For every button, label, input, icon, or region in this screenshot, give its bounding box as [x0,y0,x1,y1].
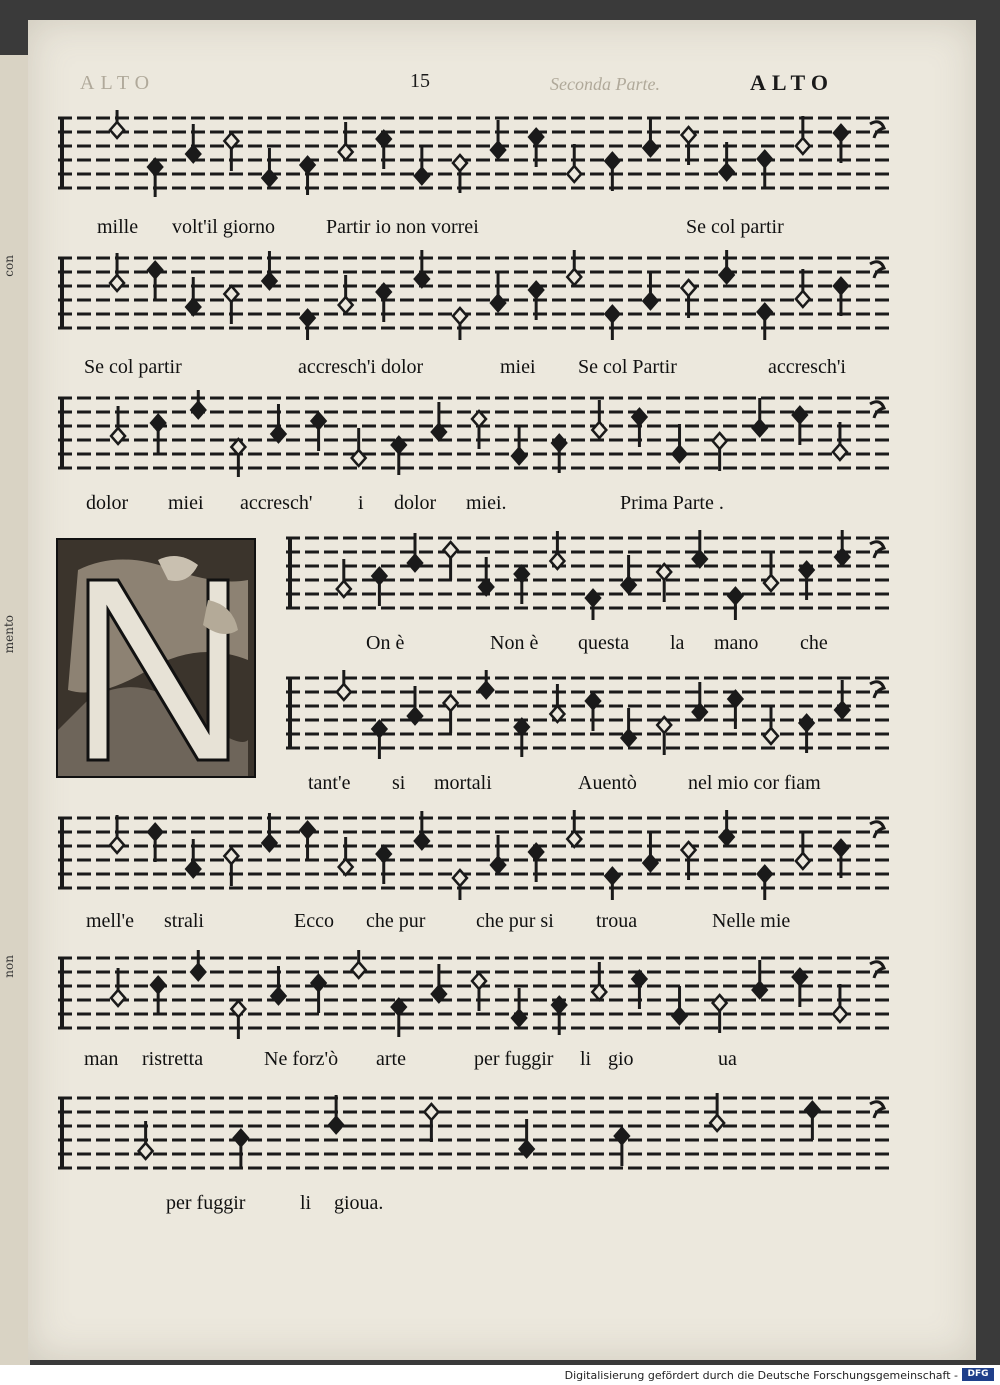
note-head [408,708,422,724]
lyric-word: per fuggir [166,1192,246,1214]
staff-6 [58,810,890,900]
note-head [753,420,767,436]
note-head [151,415,165,431]
staff-4 [286,530,890,620]
lyric-word: nel mio cor fiam [688,772,821,794]
note-head [415,168,429,184]
staff-2 [58,250,890,340]
lyric-word: li [580,1048,592,1070]
lyric-word: man [84,1048,119,1070]
custos [870,402,884,418]
lyric-word: Se col partir [84,356,182,378]
note-head [713,433,727,449]
note-head [271,988,285,1004]
lyric-word: che pur [366,910,426,932]
lyric-word: mortali [434,772,492,794]
lyric-word: mano [714,632,759,654]
note-head [800,562,814,578]
lyric-word: mille [97,216,139,238]
note-head [111,428,125,444]
note-head [796,291,810,307]
lyric-word: questa [578,632,630,654]
note-head [682,842,696,858]
note-head [758,866,772,882]
note-head [643,140,657,156]
note-head [552,435,566,451]
woodcut-picture [58,540,254,776]
custos [870,822,884,838]
note-head [151,977,165,993]
custos [870,682,884,698]
note-head [643,855,657,871]
note-head [444,695,458,711]
page-number: 15 [410,70,430,92]
lyric-word: Nelle mie [712,910,791,932]
note-head [622,730,636,746]
note-head [491,295,505,311]
lyric-word: accresch'i dolor [298,356,424,378]
staff-start-bar [60,118,64,188]
lyric-word: gio [608,1048,634,1070]
bleed-through-section-label: Seconda Parte. [550,74,660,94]
lyric-word: ristretta [142,1048,204,1070]
lyric-word: arte [376,1048,406,1070]
lyric-word: volt'il giorno [172,216,276,238]
note-head [234,1130,248,1146]
note-head [793,407,807,423]
note-head [753,982,767,998]
note-head [424,1104,438,1120]
note-head [605,868,619,884]
note-head [408,555,422,571]
lyric-word: Ne forz'ò [264,1048,339,1070]
lyric-word: i [358,492,364,514]
lyric-word: Se col partir [686,216,784,238]
note-head [110,275,124,291]
note-head [453,155,467,171]
lyric-word: miei [168,492,204,514]
lyric-word: Non è [490,632,539,654]
custos [870,122,884,138]
note-head [673,1008,687,1024]
lyric-word: Partir io non vorrei [326,216,479,238]
note-head [758,151,772,167]
note-head [372,568,386,584]
note-head [586,590,600,606]
lyric-word: Prima Parte . [620,492,724,514]
lyric-word: On è [366,632,405,654]
staff-1 [58,110,890,200]
lyric-word: miei [500,356,536,378]
note-head [262,835,276,851]
note-head [529,282,543,298]
note-head [512,1010,526,1026]
staff-start-bar [288,538,292,608]
note-head [764,728,778,744]
note-head [224,848,238,864]
note-head [682,280,696,296]
note-head [592,422,606,438]
note-head [352,450,366,466]
staff-5 [286,670,890,760]
note-head [796,853,810,869]
note-head [110,837,124,853]
note-head [764,575,778,591]
lyric-word: miei. [466,492,507,514]
lyric-word: strali [164,910,204,932]
custos [870,1102,884,1118]
note-head [720,267,734,283]
custos [870,262,884,278]
lyric-word: ua [718,1048,737,1070]
lyric-word: la [670,632,685,654]
lyric-word: dolor [394,492,437,514]
lyric-word: dolor [86,492,129,514]
staff-start-bar [60,398,64,468]
note-head [835,702,849,718]
note-head [110,122,124,138]
staff-start-bar [60,258,64,328]
note-head [643,293,657,309]
lyric-word: si [392,772,406,794]
dfg-logo: DFG [962,1368,994,1381]
note-head [444,542,458,558]
note-head [301,822,315,838]
note-head [800,715,814,731]
note-head [148,824,162,840]
staff-start-bar [288,678,292,748]
note-head [191,964,205,980]
lyric-word: Se col Partir [578,356,677,378]
note-head [605,306,619,322]
lyric-word: troua [596,910,638,932]
lyric-word: accresch' [240,492,313,514]
lyric-word: mell'e [86,910,135,932]
note-head [834,840,848,856]
voice-label: ALTO [750,70,834,95]
note-head [312,975,326,991]
note-head [139,1143,153,1159]
note-head [805,1102,819,1118]
note-head [605,153,619,169]
lyric-word: per fuggir [474,1048,554,1070]
note-head [352,962,366,978]
note-head [479,682,493,698]
note-head [567,166,581,182]
lyric-word: li [300,1192,312,1214]
note-head [453,308,467,324]
digitization-credit: Digitalisierung gefördert durch die Deutsche Forschungsgemeinschaft - [564,1369,958,1382]
bleed-through-voice-label: ALTO [80,72,156,94]
note-head [673,446,687,462]
staff-start-bar [60,818,64,888]
note-head [833,444,847,460]
note-head [329,1117,343,1133]
staff-3 [58,390,890,480]
staff-start-bar [60,958,64,1028]
note-head [262,170,276,186]
note-head [615,1128,629,1144]
note-head [834,125,848,141]
note-head [111,990,125,1006]
lyric-word: che pur si [476,910,554,932]
note-head [833,1006,847,1022]
lyric-word: Ecco [294,910,334,932]
lyric-word: che [800,632,828,654]
note-head [337,684,351,700]
lyric-word: tant'e [308,772,351,794]
staff-7 [58,950,890,1040]
note-head [758,304,772,320]
note-head [191,402,205,418]
note-head [796,138,810,154]
note-head [710,1115,724,1131]
adjacent-page-edge: con mento non [0,55,30,1365]
note-head [512,448,526,464]
lyric-word: accresch'i [768,356,846,378]
woodcut-initial-N [56,538,256,778]
note-head [720,164,734,180]
note-head [834,278,848,294]
note-head [491,142,505,158]
note-head [682,127,696,143]
note-head [713,995,727,1011]
note-head [728,588,742,604]
note-head [301,310,315,326]
lyric-word: Auentò [578,772,637,794]
custos [870,962,884,978]
note-head [148,262,162,278]
staff-8 [58,1090,890,1180]
staff-start-bar [60,1098,64,1168]
lyric-word: gioua. [334,1192,384,1214]
custos [870,542,884,558]
note-head [453,870,467,886]
